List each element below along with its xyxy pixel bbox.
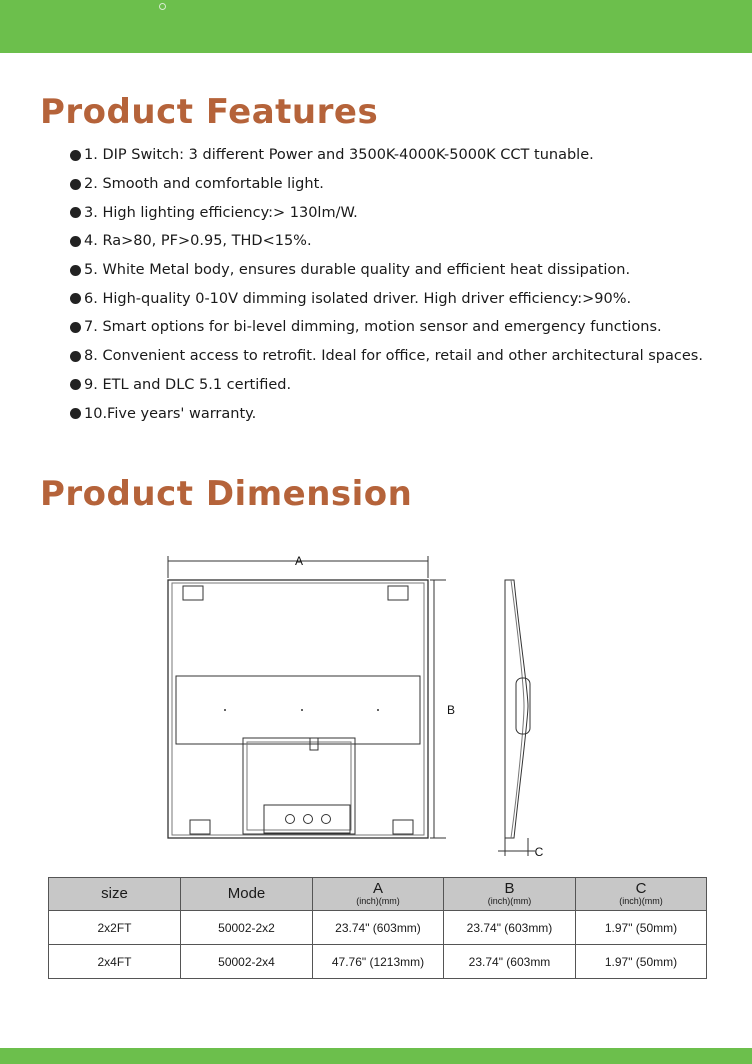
corner-bracket	[388, 586, 408, 600]
feature-text: 9. ETL and DLC 5.1 certified.	[84, 376, 292, 393]
knob-icon	[322, 815, 331, 824]
panel-marker	[301, 709, 303, 711]
corner-bracket	[393, 820, 413, 834]
table-row	[49, 945, 707, 979]
cell-b: 23.74" (603mm)	[444, 911, 576, 945]
feature-text: 8. Convenient access to retrofit. Ideal for office, retail and other architectural spaces.	[84, 348, 703, 365]
panel-driver-cover	[176, 676, 420, 744]
feature-text: 1. DIP Switch: 3 different Power and 3500K-4000K-5000K CCT tunable.	[84, 147, 594, 164]
cell-mode: 50002-2x2	[181, 911, 313, 945]
corner-bracket	[183, 586, 203, 600]
panel-front-outline	[168, 580, 428, 838]
feature-text: 6. High-quality 0-10V dimming isolated driver. High driver efficiency:>90%.	[84, 290, 632, 307]
features-title: Product Features	[40, 92, 379, 132]
knob-icon	[304, 815, 313, 824]
corner-bracket	[190, 820, 210, 834]
header-size: size	[49, 878, 181, 911]
panel-junction-box	[243, 738, 355, 834]
panel-marker	[377, 709, 379, 711]
table-row	[49, 911, 707, 945]
feature-text: 3. High lighting efficiency:> 130lm/W.	[84, 204, 358, 221]
cell-c: 1.97" (50mm)	[576, 911, 707, 945]
dimension-b-label: B	[446, 703, 456, 717]
cell-size: 2x4FT	[49, 945, 181, 979]
junction-box-inner	[247, 742, 351, 830]
feature-text: 4. Ra>80, PF>0.95, THD<15%.	[84, 233, 312, 250]
header-mode: Mode	[181, 878, 313, 911]
dimension-table	[48, 877, 707, 979]
side-view-inner	[511, 580, 524, 838]
connector-plate	[264, 805, 350, 833]
bottom-banner	[0, 1048, 752, 1064]
cell-c: 1.97" (50mm)	[576, 945, 707, 979]
panel-marker	[224, 709, 226, 711]
dimension-title: Product Dimension	[40, 474, 413, 514]
cell-b: 23.74" (603mm	[444, 945, 576, 979]
dimension-c-label: C	[534, 845, 544, 859]
feature-text: 7. Smart options for bi-level dimming, motion sensor and emergency functions.	[84, 319, 662, 336]
header-b: B (inch)(mm)	[444, 878, 576, 911]
dimension-a-label: A	[294, 554, 304, 568]
table-header-row	[49, 878, 707, 911]
cell-mode: 50002-2x4	[181, 945, 313, 979]
feature-text: 5. White Metal body, ensures durable quality and efficient heat dissipation.	[84, 262, 631, 279]
panel-inner-frame	[172, 583, 424, 835]
knob-icon	[286, 815, 295, 824]
header-c: C (inch)(mm)	[576, 878, 707, 911]
cell-size: 2x2FT	[49, 911, 181, 945]
feature-text: 2. Smooth and comfortable light.	[84, 176, 324, 193]
feature-text: 10.Five years' warranty.	[84, 405, 257, 422]
header-a: A (inch)(mm)	[313, 878, 444, 911]
cell-a: 23.74" (603mm)	[313, 911, 444, 945]
cell-a: 47.76" (1213mm)	[313, 945, 444, 979]
